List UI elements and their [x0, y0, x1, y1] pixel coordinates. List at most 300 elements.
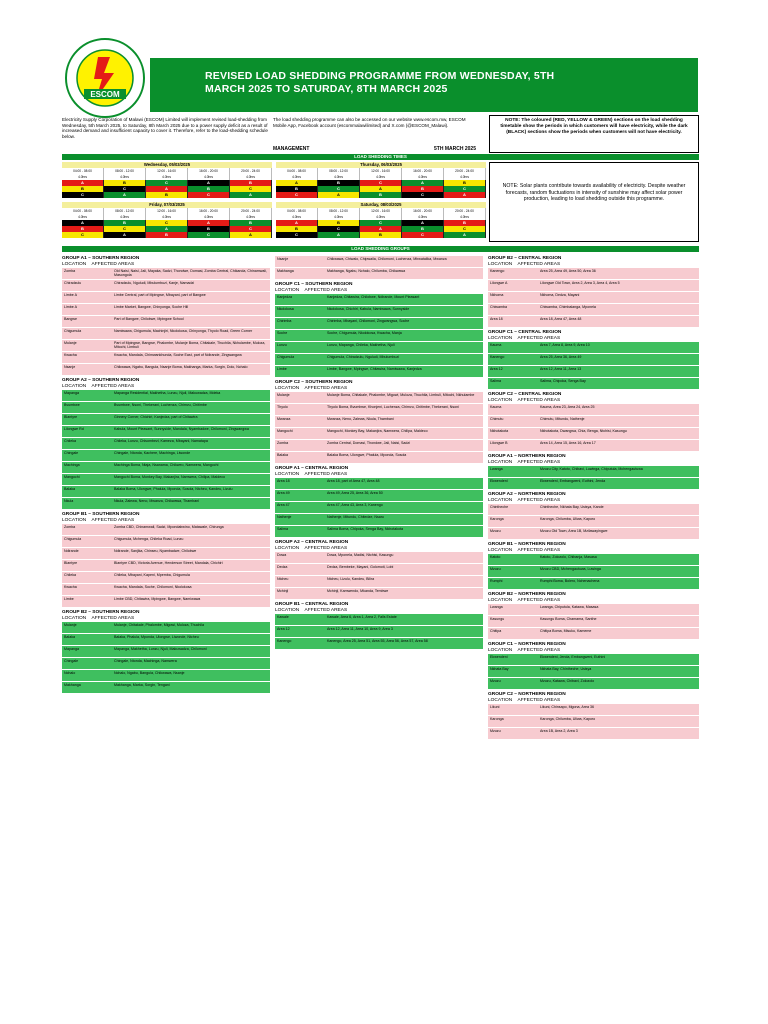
slot-hour: 4.0hrs — [146, 174, 188, 180]
group-row — [276, 232, 486, 238]
areas-cell: Area 1B, Area 2, Area 3 — [540, 729, 578, 733]
areas-label: AFFECTED AREAS — [299, 385, 348, 391]
group-cell: A — [146, 186, 188, 192]
areas-cell: Ginnery Corner, Chichiri, Kanjedza, part of Chitawira — [114, 415, 198, 419]
area-row — [62, 268, 270, 280]
areas-cell: Zomba CBD, Chinamwali, Sadzi, Mpondabwino, Matawale, Chirunga — [114, 525, 224, 529]
areas-cell: Nkolokosa, Chichiri, Kabula, Namiwawa, Sunnyside — [327, 307, 410, 311]
schedule-day-2 — [276, 162, 486, 198]
group-subheader — [488, 598, 699, 604]
areas-cell: Area 18, Area 47, Area 48 — [540, 317, 582, 321]
location-label: LOCATION — [488, 335, 513, 341]
location-cell: Balaka — [64, 635, 75, 639]
area-row — [275, 614, 483, 626]
day-header: Thursday, 06/03/2025 — [276, 162, 486, 168]
group-cell: A — [62, 180, 104, 186]
location-cell: Area 12 — [490, 367, 503, 371]
location-cell: Mulanje — [64, 623, 77, 627]
group-header — [488, 642, 699, 654]
area-row — [488, 304, 699, 316]
areas-label: AFFECTED AREAS — [299, 545, 348, 551]
areas-cell: Lunzu, Mapanga, Chileka, Makhetha, Njuli — [327, 343, 395, 347]
location-cell: Mchinji — [277, 589, 289, 593]
location-cell: Mangochi — [277, 429, 293, 433]
area-row — [488, 292, 699, 304]
group-cell: B — [104, 220, 146, 226]
areas-cell: Nkhotakota, Dwangwa, Chia, Benga, Ntchisi, Kasungu — [540, 429, 627, 433]
location-label: LOCATION — [488, 261, 513, 267]
location-cell: Nkhata Bay — [490, 667, 509, 671]
areas-cell: Chileka, Mbayani, Kapeni, Mpemba, Chigumula — [114, 573, 190, 577]
group-title: GROUP C2 – CENTRAL REGION — [488, 392, 562, 397]
location-cell: Dedza — [277, 565, 288, 569]
group-subheader — [62, 262, 270, 268]
group-cell: B — [444, 180, 486, 186]
area-row — [62, 670, 270, 682]
time-slot: 20:00 - 24:00 — [230, 208, 272, 214]
areas-cell: Ndirande, Sanjika, Chinseu, Nyambadwe, Chilobwe — [114, 549, 197, 553]
group-subheader — [275, 472, 483, 478]
areas-cell: Old Naisi, Naisi, Jali, Mayaka, Sadzi, Thondwe, Domasi, Zomba Central, Chikanda, Chinamwali, Masongola — [114, 269, 267, 278]
area-row — [62, 658, 270, 670]
group-cell: C — [146, 180, 188, 186]
areas-cell: Limbe, Bangwe, Mpingwe, Chitawira, Namiwawa, Kanjedza — [327, 367, 422, 371]
management-date: 5TH MARCH 2025 — [434, 146, 476, 152]
area-row — [62, 524, 270, 536]
areas-cell: Salima Boma, Chipoka, Senga Bay, Nkhotakota — [327, 527, 404, 531]
group-cell: C — [402, 232, 444, 238]
group-cell: C — [230, 226, 272, 232]
time-slot: 08:00 - 12:00 — [318, 168, 360, 174]
website-text: The load shedding programme can also be accessed on our website www.escom.mw, ESCOM Mobile App, Facebook account (escommalawilimited) and X.com (@ESCOM_Malawi). — [273, 117, 466, 128]
area-row — [488, 466, 699, 478]
areas-cell: Chigumula, Chiradzulu, Nguludi, Mbulumbuzi — [327, 355, 399, 359]
day-header: Saturday, 08/03/2025 — [276, 202, 486, 208]
group-title: GROUP B2 – SOUTHERN REGION — [62, 610, 140, 615]
location-label: LOCATION — [488, 647, 513, 653]
page-title — [205, 70, 685, 96]
group-title: GROUP B1 – CENTRAL REGION — [275, 602, 349, 607]
group-cell: A — [188, 220, 230, 226]
location-cell: Mapanga — [64, 647, 79, 651]
areas-cell: Area 18, part of Area 47, Area 48 — [327, 479, 380, 483]
areas-cell: Salima, Chipoka, Senga Bay — [540, 379, 586, 383]
areas-cell: Dowa, Mponela, Madisi, Ntchisi, Kasungu — [327, 553, 394, 557]
areas-cell: Kwacha, Mandala, Soche, Chilomoni, Nkolokosa — [114, 585, 192, 589]
areas-cell: Chingale, Ntonda, Kachere, Machinga, Liwonde — [114, 451, 191, 455]
areas-cell: Dedza, Bembeke, Mayani, Golomoti, Lobi — [327, 565, 394, 569]
area-row — [275, 366, 483, 378]
area-row — [488, 428, 699, 440]
group-cell: C — [402, 192, 444, 198]
area-row — [275, 440, 483, 452]
location-cell: Balaka — [64, 487, 75, 491]
group-cell: B — [402, 226, 444, 232]
group-cell: A — [62, 220, 104, 226]
area-row — [488, 728, 699, 740]
group-title: GROUP A2 – SOUTHERN REGION — [62, 378, 140, 383]
location-cell: Kanjedza — [277, 295, 292, 299]
location-cell: Likuni — [490, 705, 500, 709]
area-row — [488, 666, 699, 678]
group-cell: C — [276, 232, 318, 238]
time-slot: 08:00 - 12:00 — [104, 168, 146, 174]
area-row — [62, 646, 270, 658]
group-subheader — [488, 648, 699, 654]
group-cell: A — [318, 232, 360, 238]
areas-label: AFFECTED AREAS — [512, 397, 561, 403]
group-header — [62, 610, 270, 622]
group-subheader — [488, 548, 699, 554]
location-cell: Limbe — [277, 367, 287, 371]
group-title: GROUP A2 – NORTHERN REGION — [488, 492, 566, 497]
areas-cell: Nathenje, Mitundu, Chitedze, Nsaru — [327, 515, 384, 519]
areas-label: AFFECTED AREAS — [86, 383, 135, 389]
area-row — [62, 390, 270, 402]
area-row — [275, 576, 483, 588]
group-cell: A — [402, 180, 444, 186]
areas-cell: Makhanga, Marka, Sorgin, Tengani — [114, 683, 170, 687]
areas-cell: Mulanje, Chitakale, Phalombe, Migowi, Muloza, Thuchila — [114, 623, 205, 627]
areas-cell: Chiwamba, Chimbalanga, Mponela — [540, 305, 596, 309]
areas-cell: Mzuzu CBD, Mchengautuwa, Luwinga — [540, 567, 601, 571]
areas-cell: Chigumula, Mchenga, Chileka Road, Lunzu — [114, 537, 184, 541]
group-subheader — [275, 288, 483, 294]
location-cell: Ndirande — [64, 549, 79, 553]
area-row — [275, 306, 483, 318]
location-cell: Chirimba — [277, 319, 292, 323]
location-label: LOCATION — [488, 497, 513, 503]
location-cell: Kauma — [490, 405, 502, 409]
areas-cell: Machinga Boma, Ntaja, Nsanama, Chikweo, Namwera, Mangochi — [114, 463, 219, 467]
areas-cell: Karonga, Chilumba, Uliwa, Kaporo — [540, 717, 596, 721]
area-row — [275, 354, 483, 366]
group-cell: A — [444, 192, 486, 198]
group-cell: C — [104, 226, 146, 232]
group-cell: A — [104, 232, 146, 238]
location-cell: Chingale — [64, 451, 79, 455]
areas-cell: Chimutu, Mitundu, Nathenje — [540, 417, 585, 421]
area-row — [62, 402, 270, 414]
location-cell: Kanengo — [490, 269, 505, 273]
group-header — [488, 330, 699, 342]
group-cell: B — [230, 220, 272, 226]
area-row — [275, 490, 483, 502]
time-slot: 16:00 - 20:00 — [402, 168, 444, 174]
group-header — [275, 282, 483, 294]
slot-hour: 4.0hrs — [444, 174, 486, 180]
location-cell: Zomba — [277, 441, 289, 445]
location-cell: Dowa — [277, 553, 287, 557]
area-row — [62, 536, 270, 548]
escom-logo — [64, 37, 146, 119]
location-cell: Nkhotakota — [490, 429, 509, 433]
area-row — [488, 378, 699, 390]
area-row — [488, 654, 699, 666]
group-title: GROUP B2 – CENTRAL REGION — [488, 256, 562, 261]
areas-cell: Ekwendeni, Embangweni, Euthini, Jenda — [540, 479, 606, 483]
group-title: GROUP B1 – NORTHERN REGION — [488, 542, 566, 547]
area-row — [488, 716, 699, 728]
area-row — [275, 392, 483, 404]
area-row — [62, 560, 270, 572]
group-title: GROUP C2 – NORTHERN REGION — [488, 692, 566, 697]
location-cell: Machinga — [64, 463, 80, 467]
group-subheader — [275, 608, 483, 614]
area-row — [62, 584, 270, 596]
group-row — [62, 192, 272, 198]
location-cell: Bvumbwe — [64, 403, 80, 407]
area-row — [62, 292, 270, 304]
location-cell: Chitipa — [490, 629, 502, 633]
location-label: LOCATION — [488, 697, 513, 703]
location-cell: Nsanje — [277, 257, 289, 261]
group-cell: B — [276, 226, 318, 232]
group-cell: B — [146, 232, 188, 238]
area-row — [62, 462, 270, 474]
group-subheader — [62, 616, 270, 622]
time-slot: 04:00 - 08:00 — [276, 168, 318, 174]
areas-label: AFFECTED AREAS — [512, 597, 561, 603]
area-row — [488, 268, 699, 280]
location-cell: Mzuzu — [490, 729, 501, 733]
schedule-day-3 — [62, 202, 272, 238]
location-cell: Lilongwe A — [490, 281, 508, 285]
areas-cell: Limbe Market, Bangwe, Chinyonga, Soche Hill — [114, 305, 189, 309]
area-row — [62, 280, 270, 292]
area-row — [275, 428, 483, 440]
areas-cell: Area 14, Area 15, Area 16, Area 17 — [540, 441, 596, 445]
day-header: Wednesday, 05/03/2025 — [62, 162, 272, 168]
group-header — [62, 256, 270, 268]
location-label: LOCATION — [488, 459, 513, 465]
slot-hour: 4.0hrs — [360, 214, 402, 220]
area-row — [488, 342, 699, 354]
group-title: GROUP C2 – SOUTHERN REGION — [275, 380, 353, 385]
area-row — [275, 256, 483, 268]
location-cell: Balaka — [277, 453, 288, 457]
areas-cell: Chirimba, Mbayani, Chilomoni, Zingwangwa, Soche — [327, 319, 410, 323]
areas-label: AFFECTED AREAS — [512, 497, 561, 503]
location-cell: Chileka — [64, 439, 76, 443]
group-header — [62, 512, 270, 524]
areas-cell: Area 7, Area 8, Area 9, Area 10 — [540, 343, 590, 347]
areas-cell: Soche, Chigumula, Nkolokosa, Kwacha, Manja — [327, 331, 402, 335]
group-subheader — [488, 698, 699, 704]
area-row — [275, 502, 483, 514]
location-cell: Katoto — [490, 555, 501, 559]
area-row — [488, 366, 699, 378]
group-subheader — [62, 384, 270, 390]
group-header — [488, 392, 699, 404]
area-row — [275, 588, 483, 600]
group-cell: C — [230, 186, 272, 192]
areas-cell: Ekwendeni, Jenda, Embangweni, Euthini — [540, 655, 606, 659]
colour-note: NOTE: The coloured (RED, YELLOW & GREEN) sections on the load shedding timetable show the periods in which customers will have electricity, while the dark (BLACK) sections show the periods when customers will not have electricity. — [489, 115, 699, 153]
group-cell: B — [188, 186, 230, 192]
location-cell: Kanengo — [490, 355, 505, 359]
location-cell: Mwanza — [277, 417, 291, 421]
schedule-day-1 — [62, 162, 272, 198]
group-cell: B — [276, 186, 318, 192]
location-cell: Kwacha — [64, 585, 77, 589]
group-cell: A — [230, 232, 272, 238]
location-cell: Area 18 — [490, 317, 503, 321]
day-header: Friday, 07/03/2025 — [62, 202, 272, 208]
location-cell: Lwanga — [490, 467, 503, 471]
group-cell: B — [360, 192, 402, 198]
group-row — [276, 192, 486, 198]
slot-hour: 4.0hrs — [230, 214, 272, 220]
group-cell: A — [104, 192, 146, 198]
area-row — [62, 450, 270, 462]
area-row — [488, 704, 699, 716]
location-cell: Nkula — [64, 499, 74, 503]
group-cell: C — [444, 226, 486, 232]
solar-note: NOTE: Solar plants contribute towards availability of electricity. Despite weather forecasts, random fluctuations in intensity of sunshine may affect solar power production, leading to load shedding outside this programme. — [489, 162, 699, 242]
location-label: LOCATION — [488, 547, 513, 553]
areas-cell: Kauma, Area 23, Area 24, Area 25 — [540, 405, 595, 409]
areas-cell: Chikwawa, Chiwalo, Chipwaila, Chilomoni, Luchenza, Mbwatalika, Mwanza — [327, 257, 447, 261]
area-row — [488, 416, 699, 428]
area-row — [488, 354, 699, 366]
time-slot: 20:00 - 24:00 — [444, 208, 486, 214]
group-subheader — [488, 498, 699, 504]
time-slot: 16:00 - 20:00 — [402, 208, 444, 214]
area-row — [275, 564, 483, 576]
group-header — [62, 378, 270, 390]
area-row — [488, 316, 699, 328]
area-row — [275, 526, 483, 538]
areas-cell: Mapanga, Makhetha, Lunzu, Njuli, Makuwadza, Chilomoni — [114, 647, 207, 651]
area-row — [488, 578, 699, 590]
group-cell: B — [62, 186, 104, 192]
slot-hour: 4.0hrs — [188, 214, 230, 220]
area-row — [488, 280, 699, 292]
location-cell: Limbe — [64, 597, 74, 601]
group-subheader — [275, 546, 483, 552]
slot-hour: 4.0hrs — [62, 214, 104, 220]
group-header — [275, 540, 483, 552]
title-line-1: REVISED LOAD SHEDDING PROGRAMME FROM WEDNESDAY, 5TH — [205, 70, 555, 82]
areas-cell: Mchinji, Kamwendo, Mkanda, Tembwe — [327, 589, 389, 593]
area-row — [275, 452, 483, 464]
area-row — [488, 404, 699, 416]
location-cell: Ntcheu — [277, 577, 289, 581]
group-header — [275, 602, 483, 614]
location-label: LOCATION — [488, 397, 513, 403]
location-label: LOCATION — [275, 607, 300, 613]
location-label: LOCATION — [62, 261, 87, 267]
slot-hour: 4.0hrs — [230, 174, 272, 180]
area-row — [275, 626, 483, 638]
group-header — [488, 592, 699, 604]
areas-cell: Lwanga, Chiputula, Katawa, Masasa — [540, 605, 599, 609]
areas-cell: Lilongwe Old Town, Area 2, Area 3, Area 4, Area 5 — [540, 281, 620, 285]
areas-cell: Zomba Central, Domasi, Thondwe, Jali, Naisi, Sadzi — [327, 441, 411, 445]
slot-hour: 4.0hrs — [360, 174, 402, 180]
areas-cell: Chikwawa, Ngabu, Bangula, Nsanje Boma, Makhanga, Marka, Sorgin, Dolo, Nchalo — [114, 365, 248, 369]
area-row — [62, 596, 270, 608]
location-cell: Chimutu — [490, 417, 504, 421]
location-cell: Limbe A — [64, 305, 77, 309]
time-slot: 12:00 - 16:00 — [146, 168, 188, 174]
area-row — [488, 678, 699, 690]
area-row — [488, 528, 699, 540]
area-row — [62, 426, 270, 438]
group-cell: A — [360, 226, 402, 232]
areas-cell: Area 12, Area 11, Area 13 — [540, 367, 582, 371]
location-cell: Area 49 — [277, 491, 290, 495]
area-row — [275, 552, 483, 564]
group-title: GROUP C1 – CENTRAL REGION — [488, 330, 562, 335]
location-label: LOCATION — [62, 615, 87, 621]
areas-cell: Mulanje Boma, Chitakale, Phalombe, Migowi, Muloza, Thuchila, Limbuli, Mitochi, Nkhulambe — [327, 393, 475, 397]
areas-label: AFFECTED AREAS — [299, 471, 348, 477]
areas-cell: Bvumbwe, Nsoni, Thekerani, Luchenza, Chimvu, Chitimbe — [114, 403, 207, 407]
areas-cell: Balaka, Phalula, Mponda, Ulongwe, Liwonde, Ntcheu — [114, 635, 199, 639]
areas-label: AFFECTED AREAS — [512, 261, 561, 267]
group-cell: A — [188, 180, 230, 186]
location-cell: Area 12 — [277, 627, 290, 631]
slot-hour: 4.0hrs — [276, 174, 318, 180]
group-cell: A — [146, 226, 188, 232]
area-row — [275, 294, 483, 306]
location-label: LOCATION — [275, 287, 300, 293]
location-cell: Chigumula — [277, 355, 295, 359]
location-label: LOCATION — [62, 517, 87, 523]
areas-cell: Mzuzu City, Katoto, Chibavi, Luwinga, Chiputula, Mchengautuwa — [540, 467, 643, 471]
group-cell: B — [230, 180, 272, 186]
management-signature — [273, 146, 478, 152]
area-row — [488, 516, 699, 528]
location-label: LOCATION — [275, 471, 300, 477]
area-row — [275, 404, 483, 416]
location-cell: Zomba — [64, 269, 76, 273]
area-row — [275, 478, 483, 490]
areas-cell: Nkula, Zalewa, Neno, Mwanza, Chikwawa, Thambani — [114, 499, 200, 503]
group-subheader — [488, 262, 699, 268]
location-cell: Kawale — [277, 615, 289, 619]
group-cell: A — [402, 220, 444, 226]
area-row — [488, 566, 699, 578]
group-header — [488, 542, 699, 554]
location-cell: Ekwendeni — [490, 655, 508, 659]
time-slot: 12:00 - 16:00 — [360, 168, 402, 174]
group-cell: B — [318, 220, 360, 226]
areas-cell: Chileka, Lunzu, Chisombezi, Kameza, Mbayani, Namatapa — [114, 439, 208, 443]
areas-label: AFFECTED AREAS — [512, 647, 561, 653]
location-cell: Karonga — [490, 717, 504, 721]
location-cell: Ekwendeni — [490, 479, 508, 483]
areas-label: AFFECTED AREAS — [86, 615, 135, 621]
group-cell: A — [318, 192, 360, 198]
group-title: GROUP A2 – CENTRAL REGION — [275, 540, 349, 545]
location-cell: Makhanga — [277, 269, 294, 273]
area-row — [62, 486, 270, 498]
areas-cell: Chingale, Ntonda, Machinga, Namwera — [114, 659, 177, 663]
areas-cell: Area 25, Area 36, Area 49 — [540, 355, 582, 359]
group-subheader — [488, 336, 699, 342]
group-cell: A — [360, 186, 402, 192]
group-header — [488, 454, 699, 466]
slot-hour: 4.0hrs — [444, 214, 486, 220]
areas-cell: Mangochi Boma, Monkey Bay, Makanjira, Namwera, Chilipa, Maldeco — [114, 475, 225, 479]
areas-cell: Mangochi, Monkey Bay, Makanjira, Namwera, Chilipa, Maldeco — [327, 429, 428, 433]
areas-cell: Balaka Boma, Ulongwe, Phalula, Mponda, Sosola, Ntcheu, Kandeu, Lizulu — [114, 487, 233, 491]
group-cell: C — [318, 186, 360, 192]
group-cell: B — [188, 226, 230, 232]
